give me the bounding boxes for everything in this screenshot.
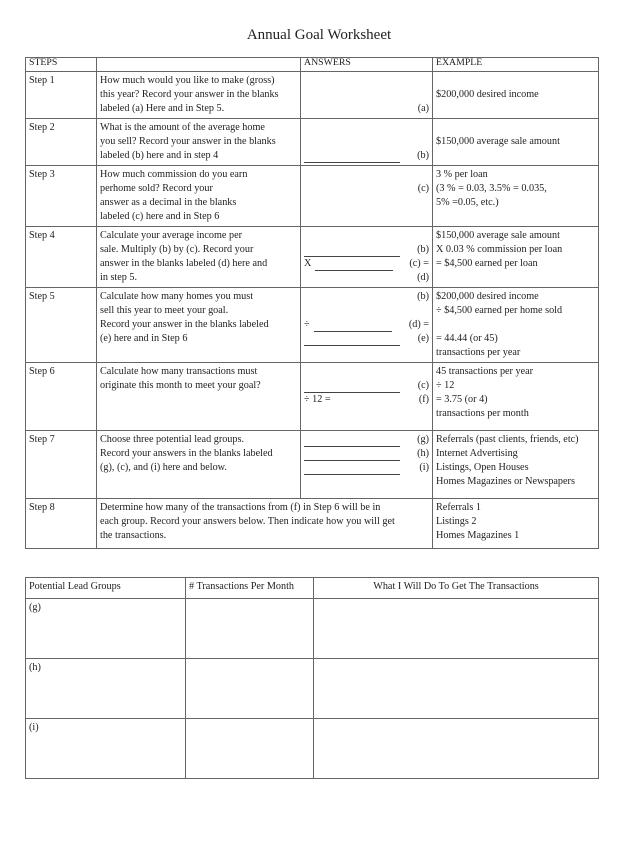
answer-label: (c) = [409,258,429,269]
instruction-line: Calculate how many homes you must [100,291,254,302]
example-line: (3 % = 0.03, 3.5% = 0.035, [436,183,547,194]
instruction-line: answer as a decimal in the blanks [100,197,237,208]
answer-label: (b) [417,244,429,255]
step-label: Step 6 [26,363,97,431]
header-transactions-per-month: # Transactions Per Month [186,578,314,599]
lead-group-row [26,599,599,659]
instruction-line: this year? Record your answer in the blanks [100,89,279,100]
example-line [436,318,595,332]
action-plan-cell[interactable] [314,599,599,659]
step-row [26,166,599,227]
step-label: Step 5 [26,288,97,363]
step-label: Step 2 [26,119,97,166]
answer-operator: ÷ [304,319,310,330]
example-line [436,149,595,163]
step-instructions [97,363,301,431]
page-title: Annual Goal Worksheet [246,27,392,43]
answer-label: (b) [417,150,429,161]
step-instructions [97,227,301,288]
step-label: Step 3 [26,166,97,227]
step-instructions [97,288,301,363]
answer-line [304,168,429,182]
example-line: $200,000 desired income [436,291,539,302]
instruction-line: in step 5. [100,272,138,283]
example-line [436,74,595,88]
answer-label: (c) [417,183,429,194]
instruction-line: the transactions. [100,530,167,541]
answer-operator: X [304,258,312,269]
example-line: Listings 2 [436,516,477,527]
step-example [433,119,599,166]
instruction-line: perhome sold? Record your [100,183,213,194]
answer-line [304,447,429,461]
instruction-line: How much would you like to make (gross) [100,75,275,86]
answer-label: (d) [417,272,429,283]
answer-blank[interactable] [314,321,392,332]
answer-line [304,332,429,346]
step-example [433,72,599,119]
answer-left [304,149,400,163]
lead-group-row [26,719,599,779]
example-line: $200,000 desired income [436,89,539,100]
answer-line [304,229,429,243]
answer-left [304,379,400,393]
example-line: = $4,500 earned per loan [436,258,538,269]
transactions-per-month-cell[interactable] [186,659,314,719]
step-label: Step 8 [26,499,97,549]
example-line: Referrals 1 [436,502,481,513]
answer-line [304,257,429,271]
step-answers [301,227,433,288]
instruction-line: sell this year to meet your goal. [100,305,229,316]
instruction-line: originate this month to meet your goal? [100,380,261,391]
instruction-line: each group. Record your answers below. Then indicate how you will get [100,516,395,527]
step-example [433,431,599,499]
instruction-line: sale. Multiply (b) by (c). Record your [100,244,254,255]
example-line: Referrals (past clients, friends, etc) [436,434,579,445]
step-example [433,227,599,288]
step-answers [301,119,433,166]
instruction-line: (g), (c), and (i) here and below. [100,462,227,473]
answer-blank[interactable] [304,335,400,346]
instruction-line: (e) here and in Step 6 [100,333,188,344]
answer-blank[interactable] [304,382,400,393]
answer-operator: ÷ 12 = [304,394,331,405]
answer-label: (f) [418,394,429,405]
action-plan-cell[interactable] [314,719,599,779]
answer-left [304,433,400,447]
example-line: ÷ $4,500 earned per home sold [436,305,563,316]
answer-left [304,243,400,257]
answer-left [304,393,335,407]
example-line: 45 transactions per year [436,366,534,377]
answer-label: (i) [419,462,429,473]
step-instructions [97,72,301,119]
step-row [26,288,599,363]
answer-line [304,393,429,407]
header-answers: ANSWERS [301,58,433,72]
answer-blank[interactable] [304,436,400,447]
step-row [26,227,599,288]
answer-left [304,318,392,332]
answer-label: (d) = [408,319,429,330]
answer-line [304,102,429,116]
answer-line [304,461,429,475]
lead-group-label[interactable]: (h) [26,659,186,719]
example-line: ÷ 12 [436,380,455,391]
instruction-line: labeled (c) here and in Step 6 [100,211,220,222]
answer-line [304,379,429,393]
step-row [26,431,599,499]
header-steps: STEPS [26,58,97,72]
lead-groups-table [25,577,599,779]
answer-line [304,135,429,149]
transactions-per-month-cell[interactable] [186,599,314,659]
answer-line [304,88,429,102]
step-instructions [97,119,301,166]
instruction-line: Calculate your average income per [100,230,242,241]
example-line: transactions per year [436,347,521,358]
answer-label: (g) [417,434,429,445]
example-line: X 0.03 % commission per loan [436,244,563,255]
step-label: Step 7 [26,431,97,499]
action-plan-cell[interactable] [314,659,599,719]
transactions-per-month-cell[interactable] [186,719,314,779]
steps-table [25,57,599,549]
step-instructions [97,499,433,549]
header-example: EXAMPLE [433,58,599,72]
step-row [26,499,599,549]
example-line: $150,000 average sale amount [436,136,560,147]
lead-group-label[interactable]: (i) [26,719,186,779]
instruction-line: Record your answer in the blanks labeled [100,319,269,330]
step-label: Step 1 [26,72,97,119]
instruction-line: labeled (b) here and in step 4 [100,150,219,161]
answer-line [304,433,429,447]
answer-left [304,461,400,475]
answer-label: (a) [417,103,429,114]
example-line: $150,000 average sale amount [436,230,560,241]
answer-blank[interactable] [304,464,400,475]
step-row [26,119,599,166]
answer-line [304,365,429,379]
header-lead-groups: Potential Lead Groups [26,578,186,599]
answer-label: (b) [417,291,429,302]
answer-line [304,304,429,318]
step-answers [301,166,433,227]
example-line: Listings, Open Houses [436,462,529,473]
example-line [436,102,595,116]
step-answers [301,288,433,363]
header-blank [97,58,301,72]
answer-line [304,74,429,88]
example-line: 5% =0.05, etc.) [436,197,499,208]
lead-group-label[interactable]: (g) [26,599,186,659]
steps-table-header [26,58,599,72]
example-line: Internet Advertising [436,448,518,459]
answer-blank[interactable] [304,152,400,163]
instruction-line: labeled (a) Here and in Step 5. [100,103,225,114]
step-row [26,72,599,119]
step-answers [301,363,433,431]
lead-groups-header [26,578,599,599]
example-line: Homes Magazines or Newspapers [436,476,575,487]
example-line [436,121,595,135]
answer-line [304,271,429,285]
answer-line [304,243,429,257]
instruction-line: answer in the blanks labeled (d) here and [100,258,268,269]
answer-left [304,447,400,461]
answer-line [304,182,429,196]
lead-group-row [26,659,599,719]
answer-label: (h) [417,448,429,459]
answer-blank[interactable] [315,260,393,271]
step-example [433,166,599,227]
instruction-line: Record your answers in the blanks labeled [100,448,273,459]
instruction-line: Determine how many of the transactions from (f) in Step 6 will be in [100,502,381,513]
instruction-line: What is the amount of the average home [100,122,265,133]
instruction-line: Calculate how many transactions must [100,366,258,377]
step-instructions [97,431,301,499]
instruction-line: How much commission do you earn [100,169,248,180]
step-example [433,363,599,431]
example-line: transactions per month [436,408,529,419]
example-line: = 44.44 (or 45) [436,333,498,344]
step-answers [301,431,433,499]
header-what-i-will-do: What I Will Do To Get The Transactions [314,578,599,599]
answer-left [304,257,393,271]
example-line: = 3.75 (or 4) [436,394,488,405]
answer-line [304,290,429,304]
answer-line [304,121,429,135]
answer-line [304,318,429,332]
instruction-line: you sell? Record your answer in the blanks [100,136,276,147]
instruction-line: Choose three potential lead groups. [100,434,245,445]
answer-blank[interactable] [304,450,400,461]
answer-label: (e) [417,333,429,344]
example-line: 3 % per loan [436,169,488,180]
step-example [433,288,599,363]
answer-left [304,332,400,346]
answer-label: (c) [417,380,429,391]
step-row [26,363,599,431]
step-instructions [97,166,301,227]
step-answers [301,72,433,119]
step-example [433,499,599,549]
answer-blank[interactable] [304,246,400,257]
answer-line [304,149,429,163]
example-line: Homes Magazines 1 [436,530,520,541]
step-label: Step 4 [26,227,97,288]
